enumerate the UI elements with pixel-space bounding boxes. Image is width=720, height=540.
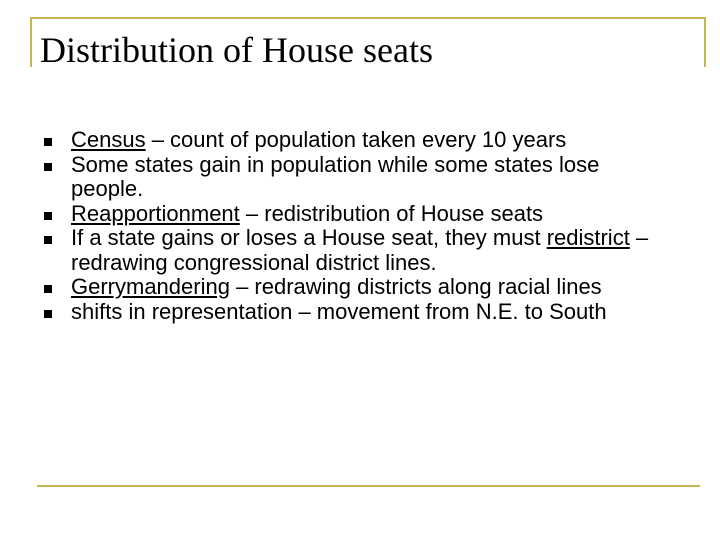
square-bullet-icon [44, 163, 52, 171]
bullet-text [71, 201, 543, 226]
bullet-rest: Some states gain in population while some states lose people. [71, 151, 600, 201]
frame-left-line [30, 17, 32, 67]
bullet-item-shifts [44, 300, 654, 325]
bullet-text [71, 152, 599, 202]
bullet-rest: – redistribution of House seats [239, 200, 544, 226]
bullet-term: Census [71, 127, 146, 152]
bullet-term: Gerrymandering [71, 274, 230, 299]
square-bullet-icon [44, 212, 52, 220]
bullet-term: Reapportionment [71, 200, 240, 226]
square-bullet-icon [44, 138, 52, 146]
bullet-item-reapportionment [44, 202, 654, 227]
bullet-text [71, 127, 566, 152]
bullet-pre: If a state gains or loses a House seat, they must [71, 225, 547, 250]
bullet-rest: – count of population taken every 10 years [145, 127, 567, 152]
bullet-term: redistrict [546, 225, 630, 250]
square-bullet-icon [44, 285, 52, 293]
bullet-item-census [44, 128, 654, 153]
bullet-item-gerrymandering [44, 275, 654, 300]
bullet-item-redistrict [44, 226, 654, 275]
bullet-text [71, 225, 648, 275]
bullet-rest: – redrawing districts along racial lines [229, 274, 602, 299]
slide-title: Distribution of House seats [40, 30, 433, 70]
bullet-rest: – redrawing congressional district lines. [71, 225, 649, 275]
bullet-rest: shifts in representation – movement from N.E. to South [71, 298, 607, 324]
square-bullet-icon [44, 310, 52, 318]
bullet-item-population-change [44, 153, 654, 202]
bullet-list [44, 128, 654, 324]
frame-top-line [30, 17, 706, 19]
bullet-text [71, 274, 602, 299]
frame-right-line [704, 17, 706, 67]
bullet-text [71, 299, 607, 324]
frame-bottom-line [37, 485, 700, 487]
square-bullet-icon [44, 236, 52, 244]
